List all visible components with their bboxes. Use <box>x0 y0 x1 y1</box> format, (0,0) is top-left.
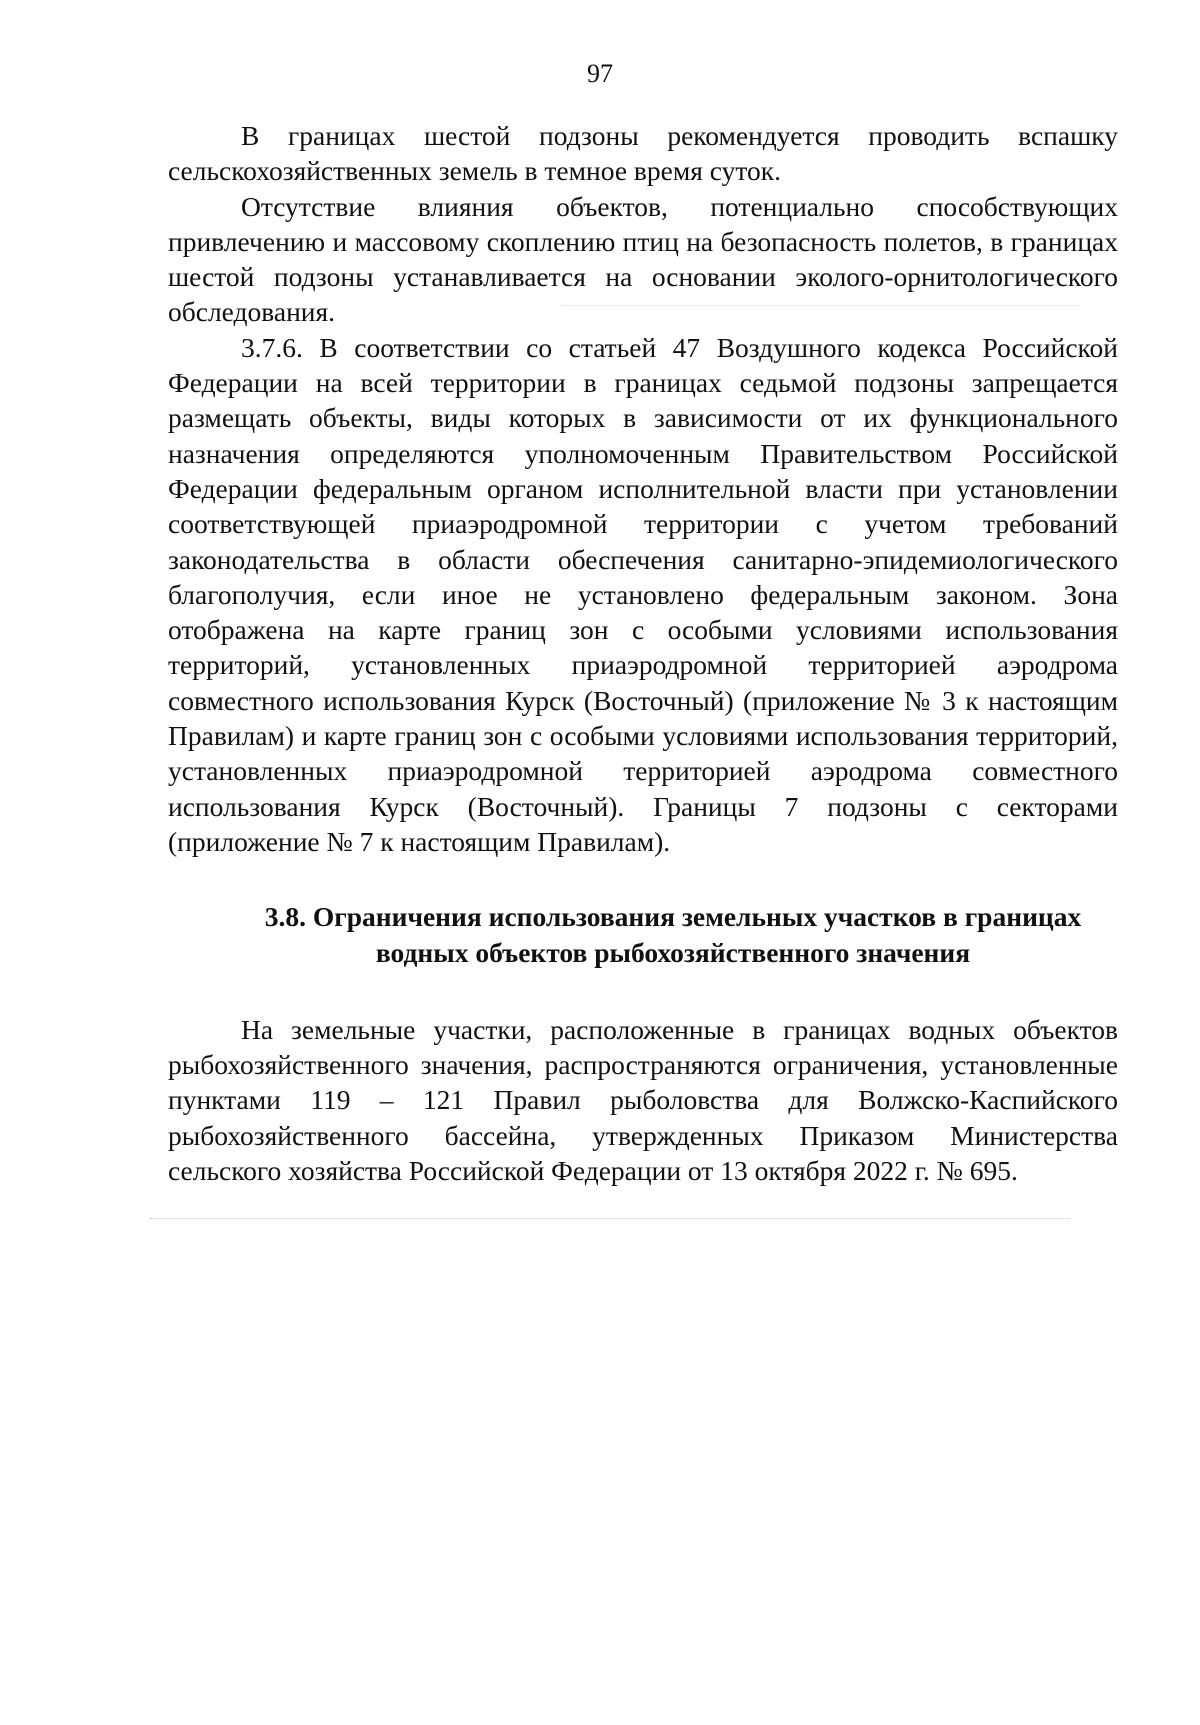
section-heading-line-1: 3.8. Ограничения использования земельных участков в границах <box>264 901 1082 933</box>
scan-artifact-line <box>150 1218 1070 1220</box>
paragraph-3-7-6-seventh-subzone: 3.7.6. В соответствии со статьей 47 Воздушного кодекса Российской Федерации на всей территории в границах седьмой подзоны запрещается размещать объекты, виды которых в зависимости от их функционального назначения определяются уполномоченным Правительством Российской Федерации федеральным органом исполнительной власти при установлении соответствующей приаэродромной территории с учетом требований законодательства в области обеспечения санитарно-эпидемиологического благополучия, если иное не установлено федеральным законом. Зона отображена на карте границ зон с особыми условиями использования территорий, установленных приаэродромной территорией аэродрома совместного использования Курск (Восточный) (приложение № 3 к настоящим Правилам) и карте границ зон с особыми условиями использования территорий, установленных приаэродромной территорией аэродрома совместного использования Курск (Восточный). Границы 7 подзоны с секторами (приложение № 7 к настоящим Правилам). <box>168 331 1118 857</box>
document-body <box>168 118 1118 1188</box>
paragraph-fishery-water-bodies: На земельные участки, расположенные в границах водных объектов рыбохозяйственного значения, распространяются ограничения, установленные пунктами 119 – 121 Правил рыболовства для Волжско-Каспийского рыбохозяйственного бассейна, утвержденных Приказом Министерства сельского хозяйства Российской Федерации от 13 октября 2022 г. № 695. <box>168 1013 1118 1187</box>
page-number: 97 <box>587 59 613 88</box>
section-heading-3-8 <box>168 899 1118 970</box>
scan-artifact-line <box>560 305 1080 307</box>
paragraph-sixth-subzone-plowing: В границах шестой подзоны рекомендуется проводить вспашку сельскохозяйственных земель в темное время суток. <box>168 120 1118 187</box>
section-heading-line-2: водных объектов рыбохозяйственного значения <box>375 936 971 968</box>
paragraph-ornithological-survey: Отсутствие влияния объектов, потенциально способствующих привлечению и массовому скоплению птиц на безопасность полетов, в границах шестой подзоны устанавливается на основании эколого-орнитологического обследования. <box>168 190 1118 328</box>
